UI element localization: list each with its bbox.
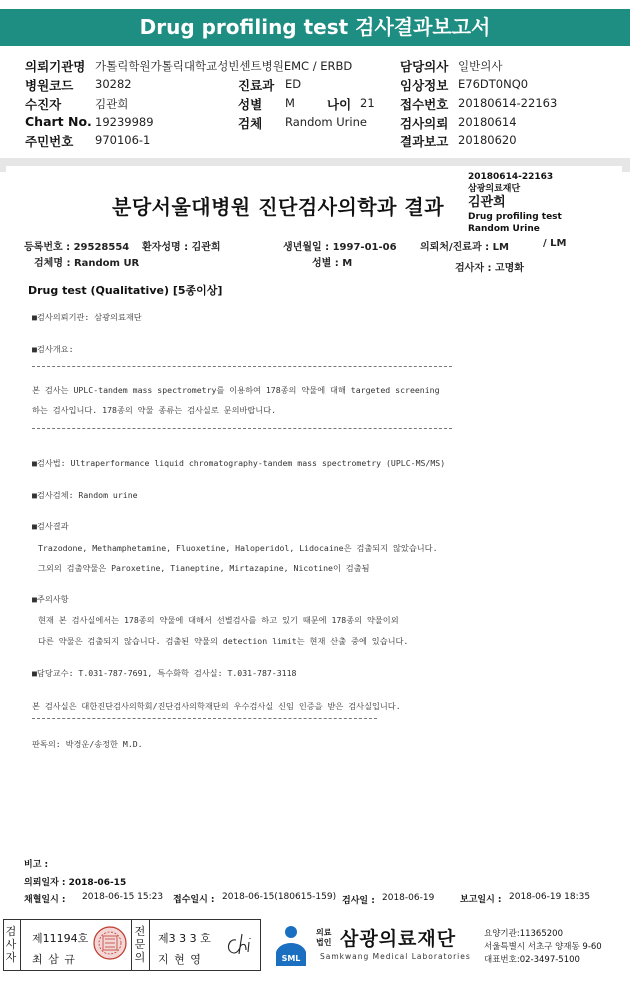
tag-test: Drug profiling test: [468, 212, 562, 222]
dash-line: [32, 428, 452, 429]
chart-label: Chart No.: [25, 114, 92, 129]
certification: 본 검사실은 대한진단검사의학회/진단검사의학재단의 우수검사실 신임 인증을 받은 검사실입니다.: [32, 701, 401, 711]
tag-specimen: Random Urine: [468, 224, 540, 234]
request-label: 검사의뢰: [400, 116, 449, 131]
report-value: 20180620: [458, 133, 517, 147]
request-value: 20180614: [458, 115, 517, 129]
result-line-1: Trazodone, Methamphetamine, Fluoxetine, Haloperidol, Lidocaine은 검출되지 않았습니다.: [38, 543, 438, 553]
sex: 성별 : M: [312, 258, 353, 269]
reg-no: 등록번호 : 29528554: [24, 242, 130, 253]
section-method: ■검사법: Ultraperformance liquid chromatography-tandem mass spectrometry (UPLC-MS/MS): [32, 458, 446, 468]
dob: 생년월일 : 1997-01-06: [283, 242, 397, 253]
report-title: 분당서울대병원 진단검사의학과 결과: [112, 195, 445, 219]
patient-name: 환자성명 : 김관희: [142, 242, 221, 253]
doctor-value: 일반의사: [458, 59, 503, 73]
doctor-label: 담당의사: [400, 59, 449, 74]
hospital-code-label: 병원코드: [25, 78, 74, 93]
patient-value: 김관희: [95, 97, 129, 111]
section-overview: ■검사개요:: [32, 344, 74, 354]
age-value: 21: [360, 96, 375, 110]
org-address: 서울특별시 서초구 양재동 9-60: [484, 942, 602, 952]
handwritten-signature: [222, 930, 260, 960]
collect-value: 2018-06-15 15:23: [82, 892, 164, 902]
specimen-name: 검체명 : Random UR: [34, 258, 140, 269]
org-english: Samkwang Medical Laboratories: [320, 952, 471, 961]
seal-stamp: [92, 925, 128, 961]
report-label: 결과보고: [400, 134, 449, 149]
section-institution: ■검사의뢰기관: 삼광의료재단: [32, 312, 142, 322]
clinical-label: 임상정보: [400, 78, 449, 93]
org-name: 삼광의료재단: [340, 928, 457, 950]
ssn-label: 주민번호: [25, 134, 74, 149]
patient-label: 수진자: [25, 97, 62, 112]
test-date-value: 2018-06-19: [382, 893, 435, 903]
divider: [20, 919, 21, 971]
clinical-value: E76DT0NQ0: [458, 77, 529, 91]
overview-line-2: 하는 검사입니다. 178종의 약물 종류는 검사실로 문의바랍니다.: [32, 405, 277, 415]
caution-line-1: 현재 본 검사실에서는 178종의 약물에 대해서 선별검사를 하고 있기 때문에 178종의 약물이외: [38, 615, 399, 625]
org-code: 요양기관:11365200: [484, 929, 563, 939]
ssn-value: 970106-1: [95, 133, 151, 147]
report-date-value: 2018-06-19 18:35: [509, 892, 591, 902]
note-label: 비고 :: [24, 860, 49, 870]
org-tel: 대표번호:02-3497-5100: [484, 955, 580, 965]
sex-label: 성별: [238, 97, 263, 112]
specialist-license: 제3 3 3 호: [158, 932, 211, 945]
sex-value: M: [285, 96, 295, 110]
tag-name: 김관희: [468, 195, 506, 210]
receipt-label: 접수번호: [400, 97, 449, 112]
section-specimen: ■검사검체: Random urine: [32, 490, 138, 500]
tester-name: 최 삼 규: [32, 953, 76, 966]
lab-report-scan: [6, 166, 622, 911]
divider: [131, 919, 132, 971]
divider: [149, 919, 150, 971]
signature-bar: [0, 916, 630, 984]
ref-dept: 의뢰처/진료과 : LM: [420, 242, 509, 253]
specimen-label: 검체: [238, 116, 263, 131]
test-title: Drug test (Qualitative) [5종이상]: [28, 284, 223, 297]
section-contact: ■담당교수: T.031-787-7691, 특수화학 검사실: T.031-787-3118: [32, 668, 297, 678]
tag-org: 삼광의료재단: [468, 184, 521, 194]
section-caution: ■주의사항: [32, 594, 69, 604]
specialist-name: 지 현 영: [158, 953, 202, 966]
specialist-vertical-label: 전문의: [134, 925, 146, 964]
dept-value: ED: [285, 77, 302, 91]
specimen-tag: [468, 171, 562, 235]
tester-vertical-label: 검사자: [5, 925, 17, 964]
caution-line-2: 다른 약물은 검출되지 않습니다. 검출된 약물의 detection limit는 현재 산출 중에 있습니다.: [38, 636, 409, 646]
section-result: ■검사결과: [32, 521, 69, 531]
sml-logo-text: SML: [281, 954, 301, 963]
report-date-label: 보고일시 :: [460, 895, 502, 905]
sml-logo-icon: [268, 920, 310, 970]
result-line-2: 그외의 검출약물은 Paroxetine, Tianeptine, Mirtazapine, Nicotine이 검출됨: [38, 563, 370, 573]
dash-line: [32, 718, 377, 719]
test-date-label: 검사일 :: [342, 896, 375, 906]
chart-value: 19239989: [95, 115, 154, 129]
receipt-time-value: 2018-06-15(180615-159): [222, 892, 337, 902]
specimen-value: Random Urine: [285, 115, 367, 129]
tag-receipt-no: 20180614-22163: [468, 172, 554, 182]
institution-label: 의뢰기관명: [25, 59, 86, 74]
collect-label: 채혈일시 :: [24, 895, 66, 905]
receipt-value: 20180614-22163: [458, 96, 558, 110]
dept-label: 진료과: [238, 78, 275, 93]
reader: 판독의: 박경운/송정한 M.D.: [32, 739, 143, 749]
ref-dept-2: / LM: [543, 238, 567, 249]
age-label: 나이: [327, 97, 352, 112]
examiner: 검사자 : 고명화: [455, 263, 524, 274]
institution-value: 가톨릭학원가톨릭대학교성빈센트병원EMC / ERBD: [95, 59, 353, 73]
request-date: 의뢰일자 : 2018-06-15: [24, 878, 127, 888]
receipt-time-label: 접수일시 :: [173, 895, 215, 905]
report-banner: Drug profiling test 검사결과보고서: [0, 9, 630, 46]
dash-line: [32, 366, 452, 367]
hospital-code-value: 30282: [95, 77, 132, 91]
tester-license: 제11194호: [32, 932, 89, 945]
overview-line-1: 본 검사는 UPLC-tandem mass spectrometry를 이용하여 178종의 약물에 대해 targeted screening: [32, 385, 440, 395]
org-type: 의료법인: [316, 928, 332, 947]
